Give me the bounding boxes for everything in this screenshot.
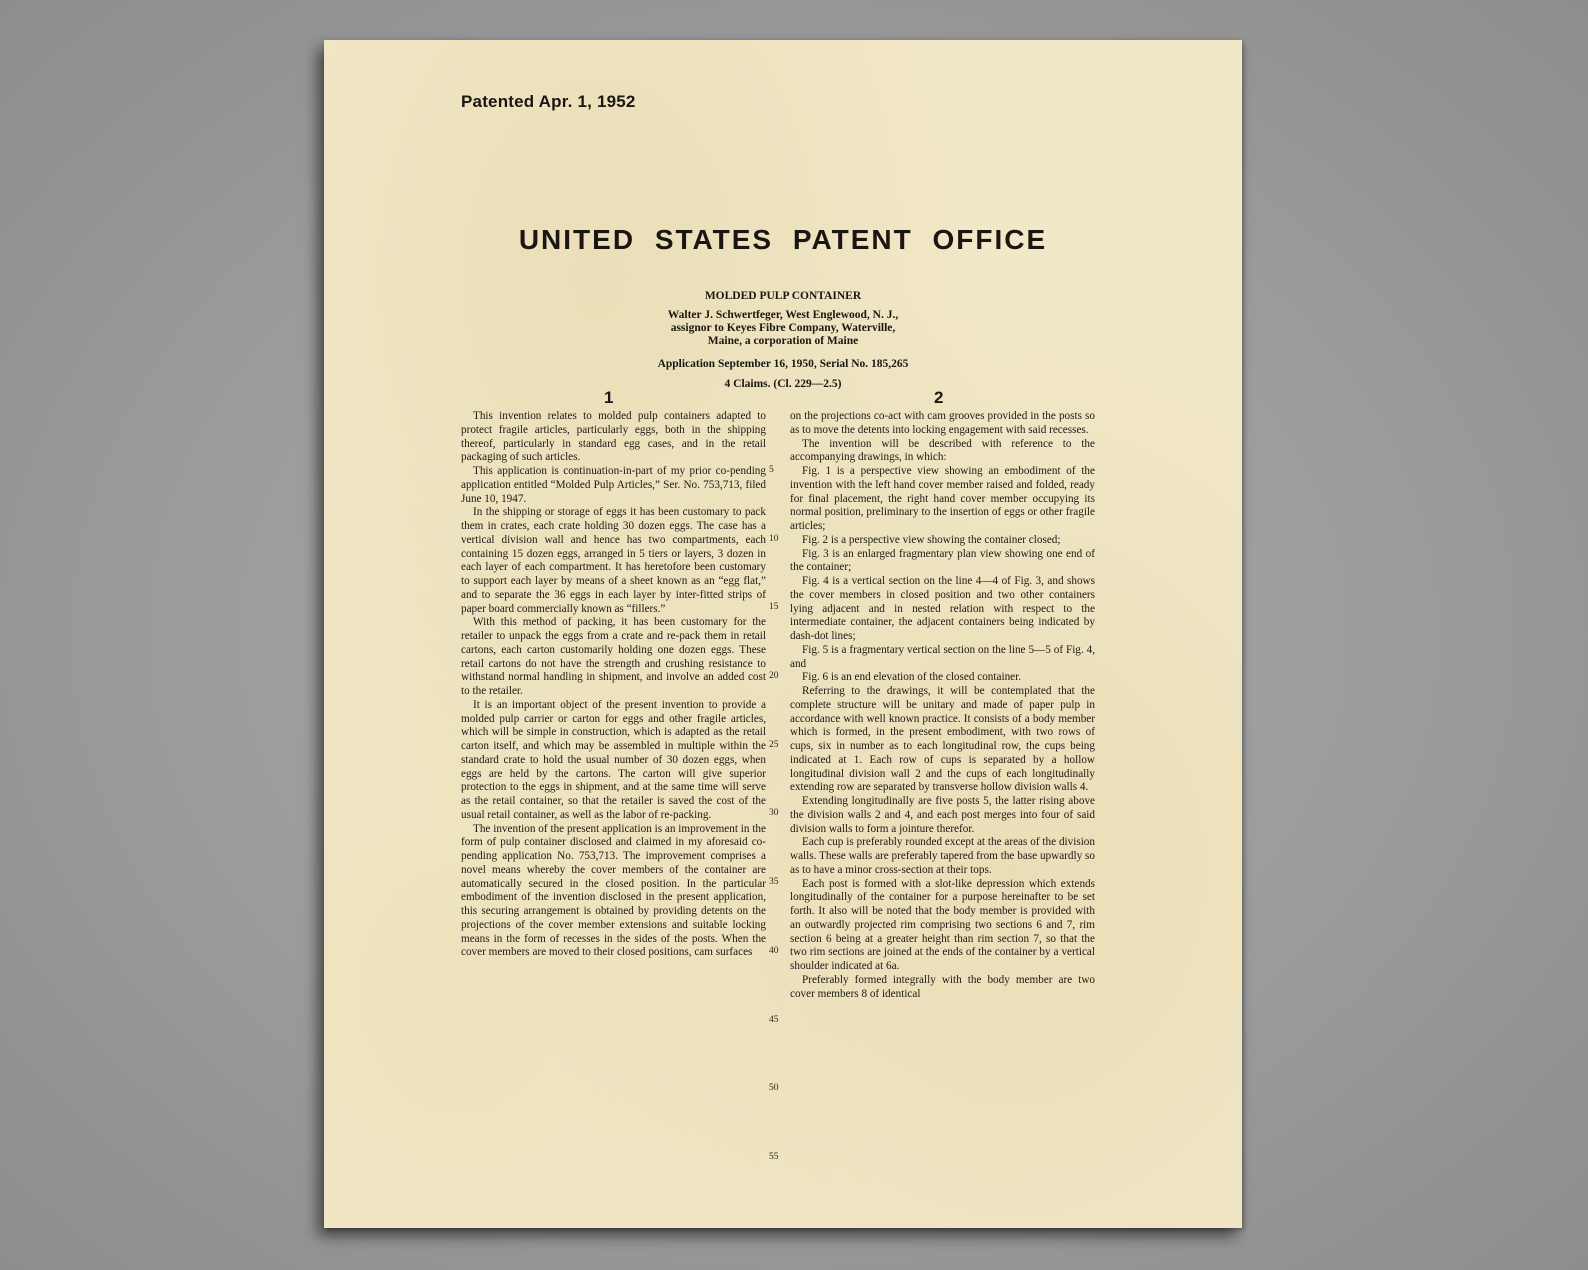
paragraph: The invention will be described with reference to the accompanying drawings, in which: [790, 437, 1095, 464]
left-column [461, 410, 766, 960]
claims-line: 4 Claims. (Cl. 229—2.5) [724, 378, 842, 390]
application-line: Application September 16, 1950, Serial No. 185,265 [657, 358, 909, 370]
line-number: 10 [769, 534, 779, 544]
paragraph: Fig. 1 is a perspective view showing an embodiment of the invention with the left hand cover member raised and folded, ready for final placement, the right hand cover member occupying its normal position, preliminary to the insertion of eggs or other fragile articles; [790, 465, 1095, 532]
line-number: 30 [769, 808, 779, 818]
column-number-1: 1 [604, 388, 614, 407]
paragraph: on the projections co-act with cam grooves provided in the posts so as to move the detents into locking engagement with said recesses. [790, 410, 1095, 436]
line-number: 35 [769, 877, 779, 887]
line-number: 50 [769, 1083, 779, 1093]
paragraph: Fig. 3 is an enlarged fragmentary plan view showing one end of the container; [790, 547, 1095, 574]
paragraph: Fig. 5 is a fragmentary vertical section on the line 5—5 of Fig. 4, and [790, 643, 1095, 670]
paragraph: Referring to the drawings, it will be contemplated that the complete structure will be unitary and made of paper pulp in accordance with well known practice. It consists of a body member which is formed, in the present embodiment, with two rows of cups, six in number as to each longitudinal row, the cups being indicated at 1. Each row of cups is separated by a hollow longitudinal division wall 2 and the cups of each longitudinally extending row are separated by transverse hollow division walls 4. [790, 685, 1095, 794]
inventor-line: Walter J. Schwertfeger, West Englewood, N. J., [667, 309, 899, 321]
inventor-line: assignor to Keyes Fibre Company, Waterville, [670, 322, 896, 334]
inventor-block [324, 309, 1242, 348]
patented-date: Patented Apr. 1, 1952 [461, 92, 636, 111]
line-number: 15 [769, 602, 779, 612]
paragraph: It is an important object of the present invention to provide a molded pulp carrier or carton for eggs and other fragile articles, which will be simple in construction, which is adapted as the retail carton itself, and which may be assembled in multiple within the standard crate to hold the usual number of 30 dozen eggs, when eggs are held by the cartons. The carton will give superior protection to the eggs in shipment, and at the same time will serve as the retail container, so that the retailer is saved the cost of the usual retail container, as well as the labor of re-packing. [461, 698, 766, 821]
paragraph: In the shipping or storage of eggs it has been customary to pack them in crates, each crate holding 30 dozen eggs. The case has a vertical division wall and hence has two compartments, each containing 15 dozen eggs, arranged in 5 tiers or layers, 3 dozen in each layer of each compartment. It has heretofore been customary to support each layer by means of a sheet known as an “egg flat,” and to separate the 36 eggs in each layer by inter-fitted strips of paper board commercially known as “fillers.” [461, 506, 766, 615]
line-number: 20 [769, 671, 779, 681]
line-number: 45 [769, 1015, 779, 1025]
patent-title: MOLDED PULP CONTAINER [704, 290, 862, 302]
patent-page [324, 40, 1242, 1228]
line-number: 40 [769, 946, 779, 956]
paragraph: The invention of the present application is an improvement in the form of pulp container disclosed and claimed in my aforesaid co-pending application No. 753,713. The improvement comprises a novel means whereby the cover members of the container are automatically secured in the closed position. In the particular embodiment of the invention disclosed in the present application, this securing arrangement is obtained by providing detents on the projections of the cover member extensions and suitable locking means in the form of recesses in the sides of the posts. When the cover members are moved to their closed positions, cam surfaces [461, 822, 766, 959]
inventor-line: Maine, a corporation of Maine [707, 335, 859, 347]
paragraph: This invention relates to molded pulp containers adapted to protect fragile articles, particularly eggs, both in the shipping thereof, particularly in standard egg cases, and in the retail packaging of such articles. [461, 410, 766, 464]
paragraph: Fig. 4 is a vertical section on the line 4—4 of Fig. 3, and shows the cover members in closed position and two other containers lying adjacent and in nested relation with respect to the intermediate container, the adjacent containers being indicated by dash-dot lines; [790, 575, 1095, 642]
right-column [790, 410, 1095, 1001]
paragraph: Each post is formed with a slot-like depression which extends longitudinally of the container for a purpose hereinafter to be set forth. It also will be noted that the body member is provided with an outwardly projected rim comprising two sections 6 and 7, rim section 6 being at a greater height than rim section 7, so that the two rim sections are joined at the ends of the container by a vertical shoulder indicated at 6a. [790, 877, 1095, 972]
paragraph: Preferably formed integrally with the body member are two cover members 8 of identical [790, 973, 1095, 1000]
line-number: 55 [769, 1152, 779, 1162]
line-number: 25 [769, 740, 779, 750]
column-number-2: 2 [934, 388, 944, 407]
paragraph: With this method of packing, it has been customary for the retailer to unpack the eggs from a crate and re-pack them in retail cartons, each carton customarily holding one dozen eggs. These retail cartons do not have the strength and crushing resistance to withstand normal handling in shipment, and involve an added cost to the retailer. [461, 616, 766, 697]
line-number: 5 [769, 465, 774, 475]
office-heading: UNITED STATES PATENT OFFICE [518, 224, 1048, 255]
paragraph: Extending longitudinally are five posts 5, the latter rising above the division walls 2 and 4, and each post merges into four of said division walls to form a jointure therefor. [790, 795, 1095, 835]
paragraph: Fig. 6 is an end elevation of the closed container. [802, 671, 1022, 684]
paragraph: Fig. 2 is a perspective view showing the container closed; [802, 533, 1061, 546]
paragraph: Each cup is preferably rounded except at the areas of the division walls. These walls are preferably tapered from the base upwardly so as to have a minor cross-section at their tops. [790, 836, 1095, 876]
paragraph: This application is continuation-in-part of my prior co-pending application entitled “Molded Pulp Articles,” Ser. No. 753,713, filed June 10, 1947. [461, 465, 766, 505]
